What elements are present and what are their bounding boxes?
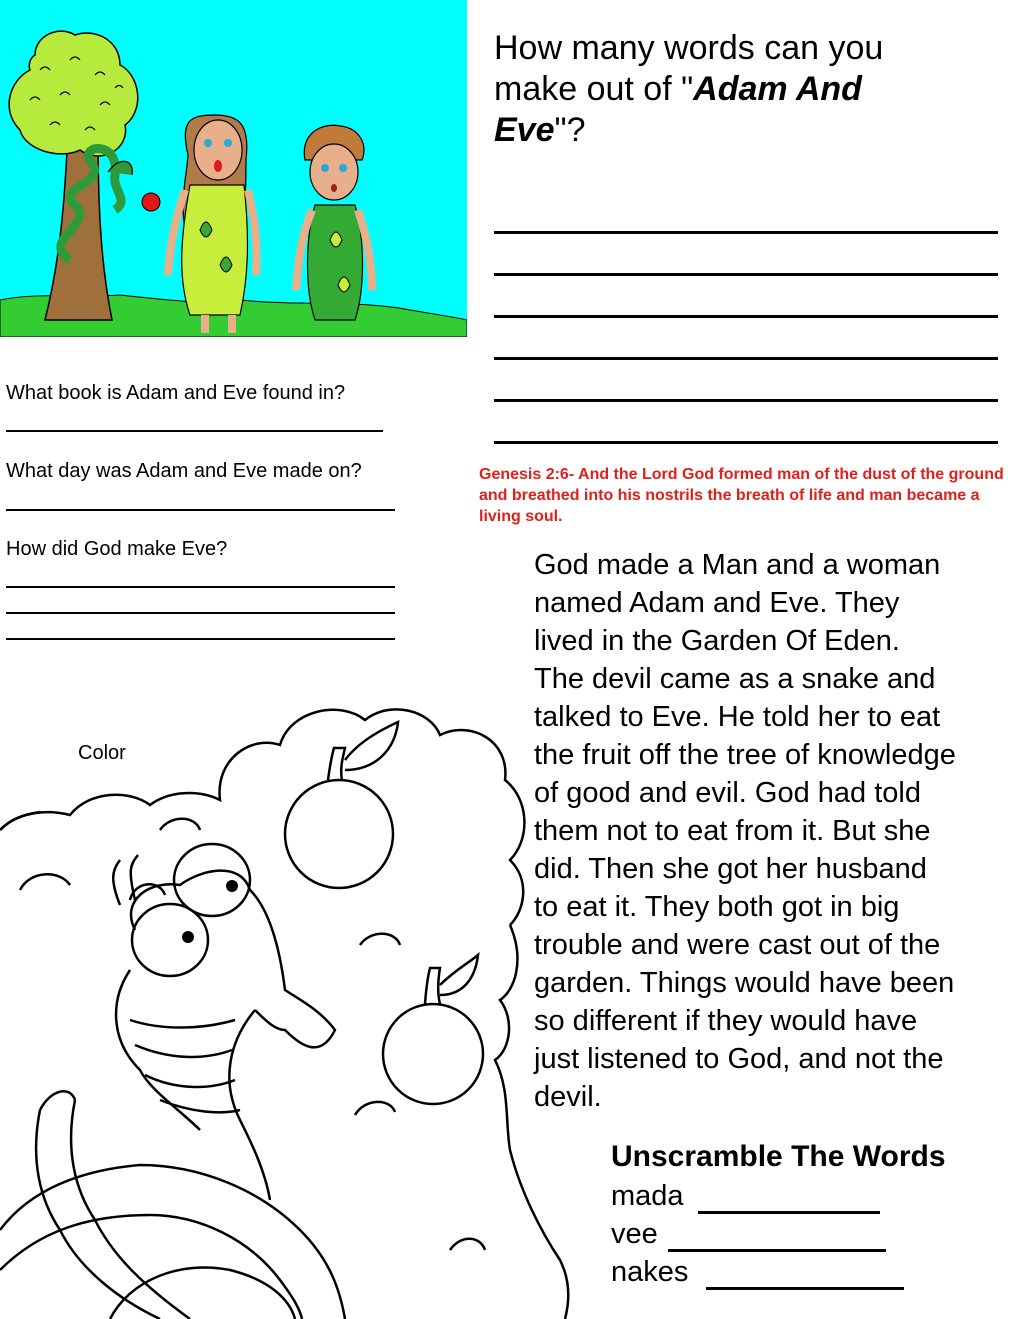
story-line: them not to eat from it. But she (534, 815, 931, 847)
story-line: named Adam and Eve. They (534, 587, 900, 619)
prompt-phrase-a: Adam And (693, 70, 862, 108)
bible-verse: Genesis 2:6- And the Lord God formed man of the dust of the ground and breathed into his nostrils the breath of life and man became a living soul. (479, 466, 1004, 525)
adam-eve-illustration (0, 0, 467, 337)
question-3-answer-line[interactable] (6, 586, 395, 588)
unscramble-answer-line-2[interactable] (668, 1249, 886, 1252)
story-line: to eat it. They both got in big (534, 891, 900, 923)
story-paragraph (534, 546, 1014, 1116)
question-2: What day was Adam and Eve made on? (6, 460, 362, 482)
answer-line[interactable] (494, 315, 998, 318)
word-puzzle-prompt (494, 28, 994, 151)
apple (142, 193, 160, 211)
answer-line[interactable] (494, 441, 998, 444)
question-3-answer-line[interactable] (6, 638, 395, 640)
snake-eye-dot (226, 880, 238, 892)
story-line: garden. Things would have been (534, 967, 955, 999)
prompt-phrase-b: Eve (494, 111, 555, 149)
snake-eye-dot (182, 931, 194, 943)
prompt-suffix: "? (554, 111, 586, 149)
answer-line[interactable] (494, 357, 998, 360)
story-line: The devil came as a snake and (534, 663, 936, 695)
unscramble-answer-line-1[interactable] (698, 1211, 880, 1214)
story-line: talked to Eve. He told her to eat (534, 701, 941, 733)
unscramble-word-2: vee (611, 1218, 658, 1250)
story-line: did. Then she got her husband (534, 853, 927, 885)
unscramble-word-3: nakes (611, 1256, 689, 1288)
unscramble-title: Unscramble The Words (611, 1140, 946, 1173)
color-label: Color (78, 742, 126, 764)
story-line: God made a Man and a woman (534, 549, 941, 581)
question-2-answer-line[interactable] (6, 509, 395, 511)
story-line: trouble and were cast out of the (534, 929, 941, 961)
answer-line[interactable] (494, 399, 998, 402)
story-line: so different if they would have (534, 1005, 918, 1037)
question-3-answer-line[interactable] (6, 612, 395, 614)
answer-line[interactable] (494, 273, 998, 276)
snake-coloring-drawing[interactable] (0, 690, 580, 1319)
story-line: lived in the Garden Of Eden. (534, 625, 900, 657)
question-1: What book is Adam and Eve found in? (6, 382, 346, 404)
question-1-answer-line[interactable] (6, 430, 383, 432)
answer-line[interactable] (494, 231, 998, 234)
story-line: devil. (534, 1081, 602, 1113)
story-line: just listened to God, and not the (534, 1043, 944, 1075)
prompt-line-2: make out of " (494, 70, 694, 108)
unscramble-word-1: mada (611, 1180, 684, 1212)
story-line: of good and evil. God had told (534, 777, 921, 809)
story-line: the fruit off the tree of knowledge (534, 739, 956, 771)
unscramble-answer-line-3[interactable] (706, 1287, 904, 1290)
prompt-line-1: How many words can you (494, 29, 884, 67)
question-3: How did God make Eve? (6, 538, 228, 560)
